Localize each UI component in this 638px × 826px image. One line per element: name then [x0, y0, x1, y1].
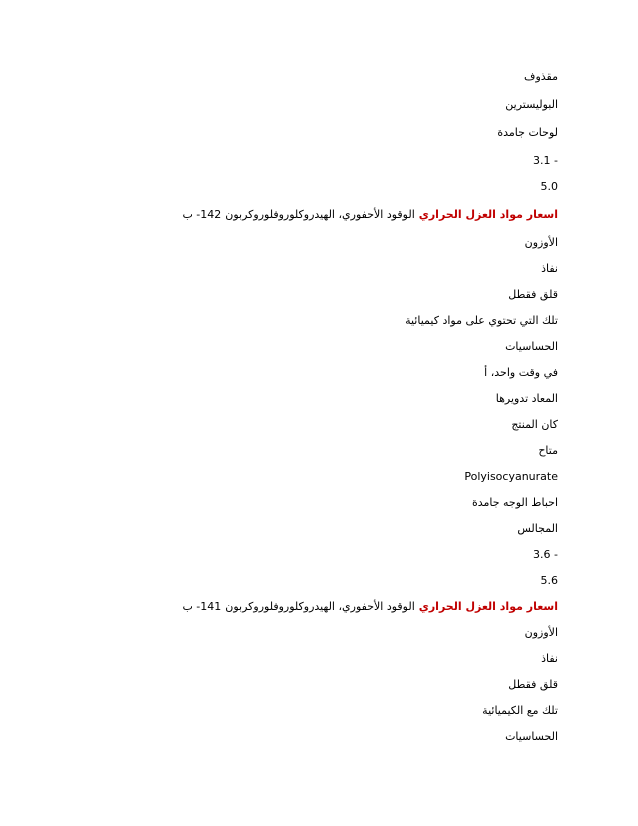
text-line: قلق فقطل: [508, 678, 558, 691]
text-line: البوليسترين: [505, 98, 558, 111]
text-line: في وقت واحد، أ: [484, 366, 558, 379]
text-line: المجالس: [517, 522, 558, 535]
rating-line: [0, 600, 558, 614]
text-line: الأوزون: [524, 236, 558, 249]
refrigerant-code: 142- ب: [182, 208, 222, 221]
text-line: لوحات جامدة: [497, 126, 558, 139]
text-line: احباط الوجه جامدة: [471, 496, 558, 509]
material-name: Polyisocyanurate: [464, 470, 558, 483]
rating-description: الوقود الأحفوري، الهيدروكلوروفلوروكربون: [225, 600, 415, 613]
range-start-value: 3.1 -: [533, 154, 558, 167]
text-line: تلك مع الكيميائية: [482, 704, 558, 717]
range-end-value: 5.0: [540, 180, 558, 193]
text-line: الحساسيات: [505, 340, 558, 353]
highlight-label: اسعار مواد العزل الحراري: [418, 600, 558, 613]
text-line: نفاذ: [541, 652, 558, 665]
text-line: كان المنتج: [511, 418, 558, 431]
text-line: متاح: [538, 444, 558, 457]
highlight-label: اسعار مواد العزل الحراري: [418, 208, 558, 221]
text-line: قلق فقطل: [508, 288, 558, 301]
rating-line: [0, 208, 558, 222]
text-line: الأوزون: [524, 626, 558, 639]
text-line: نفاذ: [541, 262, 558, 275]
text-line: المعاد تدويرها: [495, 392, 558, 405]
text-line: مقذوف: [524, 70, 558, 83]
text-line: تلك التي تحتوي على مواد كيميائية: [405, 314, 558, 327]
range-end-value: 5.6: [540, 574, 558, 587]
rating-description: الوقود الأحفوري، الهيدروكلوروفلوروكربون: [225, 208, 415, 221]
refrigerant-code: 141- ب: [182, 600, 222, 613]
range-start-value: 3.6 -: [533, 548, 558, 561]
text-line: الحساسيات: [505, 730, 558, 743]
